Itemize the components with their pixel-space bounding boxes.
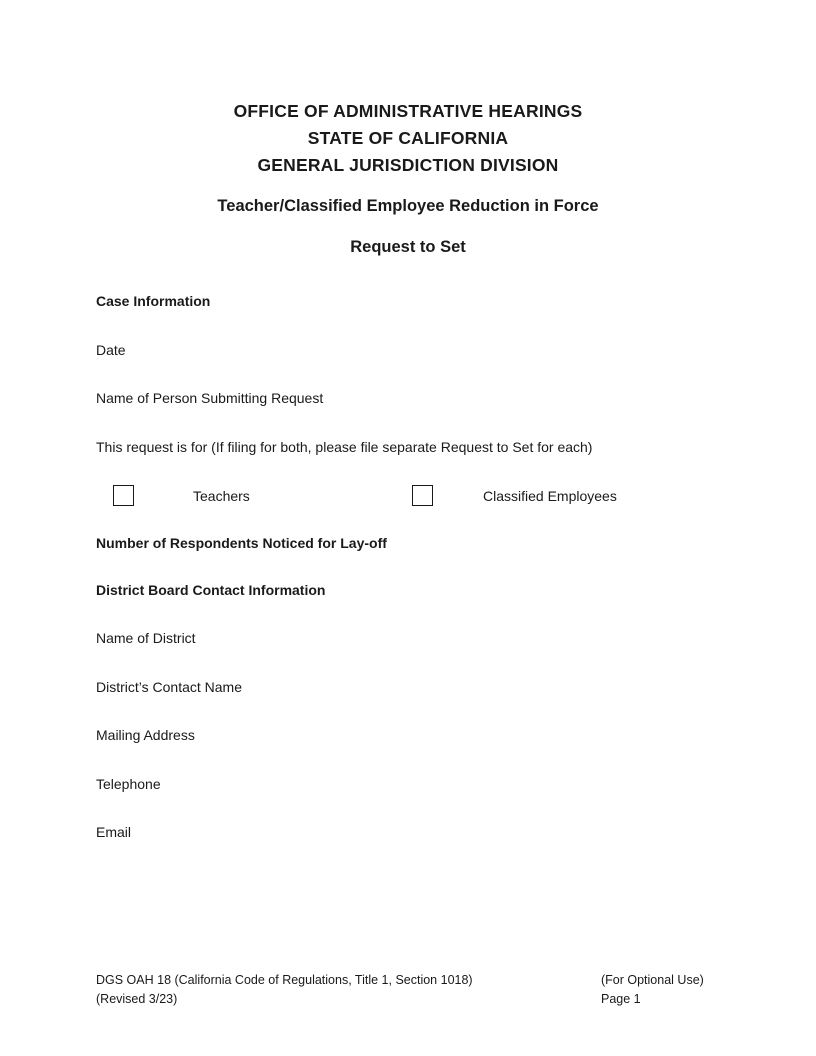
request-for-instruction: This request is for (If filing for both, please file separate Request to Set for each) [96,439,593,455]
district-contact-heading: District Board Contact Information [96,582,326,598]
classified-employees-checkbox-label: Classified Employees [483,488,617,504]
footer-page-number: Page 1 [601,992,641,1006]
footer-form-number: DGS OAH 18 (California Code of Regulations, Title 1, Section 1018) [96,973,473,987]
footer-optional-use: (For Optional Use) [601,973,704,987]
classified-employees-checkbox[interactable] [412,485,433,506]
district-contact-name-field-label: District’s Contact Name [96,679,243,695]
header-line-division: GENERAL JURISDICTION DIVISION [257,155,559,175]
date-field-label: Date [96,342,126,358]
header-line-state: STATE OF CALIFORNIA [307,128,509,148]
teachers-checkbox[interactable] [113,485,134,506]
document-title: Teacher/Classified Employee Reduction in Force [217,197,599,215]
document-subtitle: Request to Set [350,238,466,256]
email-field-label: Email [96,824,132,840]
mailing-address-field-label: Mailing Address [96,727,195,743]
telephone-field-label: Telephone [96,776,161,792]
header-line-office: OFFICE OF ADMINISTRATIVE HEARINGS [233,101,583,121]
district-name-field-label: Name of District [96,630,196,646]
submitter-name-field-label: Name of Person Submitting Request [96,390,324,406]
respondents-heading: Number of Respondents Noticed for Lay-off [96,535,387,551]
footer-revision: (Revised 3/23) [96,992,178,1006]
teachers-checkbox-label: Teachers [193,488,250,504]
case-information-heading: Case Information [96,293,211,309]
